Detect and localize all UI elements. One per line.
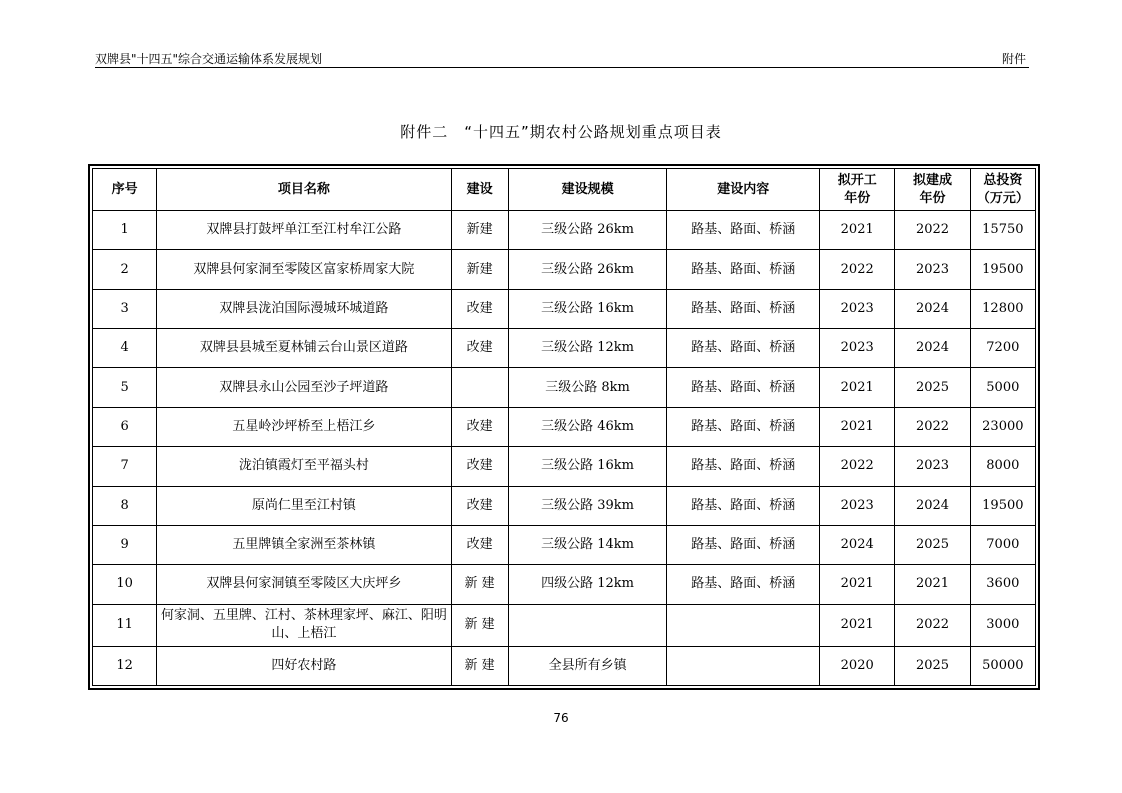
header-end-year: [895, 169, 970, 211]
cell-start-year: 2021: [820, 604, 895, 646]
cell-investment: 23000: [970, 407, 1035, 446]
header-start-year: [820, 169, 895, 211]
cell-index: 3: [93, 289, 157, 328]
cell-end-year: 2024: [895, 289, 970, 328]
cell-start-year: 2022: [820, 250, 895, 289]
page-number: 76: [553, 711, 569, 725]
header-construction-type: 建设: [451, 169, 508, 211]
cell-start-year: 2023: [820, 486, 895, 525]
cell-construction-scale: 三级公路 46km: [508, 407, 667, 446]
table-title: 附件二 “十四五”期农村公路规划重点项目表: [400, 123, 722, 141]
cell-construction-type: 新 建: [451, 604, 508, 646]
cell-start-year: 2023: [820, 329, 895, 368]
cell-project-name: 双牌县永山公园至沙子坪道路: [157, 368, 451, 407]
cell-construction-content: 路基、路面、桥涵: [667, 289, 820, 328]
header-investment-line2: （万元）: [976, 190, 1029, 206]
table-row: [93, 604, 1036, 646]
cell-construction-content: 路基、路面、桥涵: [667, 525, 820, 564]
header-index: 序号: [93, 169, 157, 211]
cell-construction-content: [667, 646, 820, 685]
cell-investment: 12800: [970, 289, 1035, 328]
cell-construction-content: 路基、路面、桥涵: [667, 211, 820, 250]
cell-construction-scale: 三级公路 26km: [508, 211, 667, 250]
header-start-year-line1: 拟开工: [837, 172, 877, 188]
header-start-year-line2: 年份: [844, 190, 871, 206]
cell-index: 6: [93, 407, 157, 446]
cell-start-year: 2021: [820, 368, 895, 407]
cell-index: 9: [93, 525, 157, 564]
cell-index: 2: [93, 250, 157, 289]
header-investment-line1: 总投资: [983, 172, 1023, 188]
cell-investment: 3000: [970, 604, 1035, 646]
cell-construction-type: 改建: [451, 486, 508, 525]
table-row: [93, 565, 1036, 604]
header-construction-scale: 建设规模: [508, 169, 667, 211]
cell-project-name: 双牌县何家洞至零陵区富家桥周家大院: [157, 250, 451, 289]
header-document-title: 双牌县"十四五"综合交通运输体系发展规划: [95, 52, 323, 66]
table-row: [93, 368, 1036, 407]
header-construction-content: 建设内容: [667, 169, 820, 211]
cell-investment: 8000: [970, 447, 1035, 486]
cell-index: 7: [93, 447, 157, 486]
cell-start-year: 2021: [820, 407, 895, 446]
table-row: [93, 486, 1036, 525]
cell-investment: 7200: [970, 329, 1035, 368]
page-header: [95, 49, 1029, 68]
cell-construction-scale: 三级公路 14km: [508, 525, 667, 564]
table-row: [93, 211, 1036, 250]
header-appendix-label: 附件: [1001, 52, 1026, 66]
cell-construction-type: [451, 368, 508, 407]
cell-end-year: 2025: [895, 646, 970, 685]
cell-end-year: 2025: [895, 525, 970, 564]
cell-project-name: 双牌县县城至夏林铺云台山景区道路: [157, 329, 451, 368]
cell-investment: 3600: [970, 565, 1035, 604]
cell-project-name: 原尚仁里至江村镇: [157, 486, 451, 525]
header-investment: [970, 169, 1035, 211]
cell-construction-scale: 四级公路 12km: [508, 565, 667, 604]
cell-construction-type: 改建: [451, 329, 508, 368]
cell-construction-type: 新建: [451, 250, 508, 289]
cell-construction-type: 改建: [451, 447, 508, 486]
cell-construction-scale: 三级公路 12km: [508, 329, 667, 368]
cell-project-name: 何家洞、五里牌、江村、茶林理家坪、麻江、阳明山、上梧江: [157, 604, 451, 646]
cell-index: 8: [93, 486, 157, 525]
cell-start-year: 2022: [820, 447, 895, 486]
cell-end-year: 2023: [895, 447, 970, 486]
cell-construction-content: 路基、路面、桥涵: [667, 407, 820, 446]
cell-start-year: 2020: [820, 646, 895, 685]
cell-construction-content: 路基、路面、桥涵: [667, 329, 820, 368]
cell-construction-scale: 三级公路 26km: [508, 250, 667, 289]
cell-construction-type: 改建: [451, 289, 508, 328]
cell-index: 10: [93, 565, 157, 604]
cell-construction-scale: 三级公路 8km: [508, 368, 667, 407]
cell-index: 1: [93, 211, 157, 250]
table-row: [93, 525, 1036, 564]
table-row: [93, 289, 1036, 328]
cell-construction-content: [667, 604, 820, 646]
cell-construction-content: 路基、路面、桥涵: [667, 486, 820, 525]
cell-end-year: 2022: [895, 604, 970, 646]
cell-construction-content: 路基、路面、桥涵: [667, 250, 820, 289]
project-table-frame: [88, 164, 1040, 690]
cell-investment: 15750: [970, 211, 1035, 250]
header-project-name: 项目名称: [157, 169, 451, 211]
cell-construction-type: 新 建: [451, 646, 508, 685]
cell-end-year: 2024: [895, 486, 970, 525]
cell-project-name: 双牌县何家洞镇至零陵区大庆坪乡: [157, 565, 451, 604]
cell-end-year: 2022: [895, 211, 970, 250]
cell-investment: 19500: [970, 486, 1035, 525]
cell-construction-type: 改建: [451, 525, 508, 564]
cell-index: 12: [93, 646, 157, 685]
cell-end-year: 2023: [895, 250, 970, 289]
cell-end-year: 2021: [895, 565, 970, 604]
cell-investment: 19500: [970, 250, 1035, 289]
cell-construction-type: 新建: [451, 211, 508, 250]
cell-construction-scale: 三级公路 39km: [508, 486, 667, 525]
cell-start-year: 2023: [820, 289, 895, 328]
project-table: [92, 168, 1036, 686]
table-row: [93, 447, 1036, 486]
cell-construction-scale: 三级公路 16km: [508, 447, 667, 486]
cell-construction-type: 改建: [451, 407, 508, 446]
cell-end-year: 2022: [895, 407, 970, 446]
cell-construction-scale: 三级公路 16km: [508, 289, 667, 328]
table-row: [93, 407, 1036, 446]
cell-investment: 7000: [970, 525, 1035, 564]
cell-construction-content: 路基、路面、桥涵: [667, 565, 820, 604]
cell-project-name: 四好农村路: [157, 646, 451, 685]
cell-construction-scale: 全县所有乡镇: [508, 646, 667, 685]
cell-end-year: 2024: [895, 329, 970, 368]
cell-project-name: 五里牌镇全家洲至茶林镇: [157, 525, 451, 564]
cell-index: 11: [93, 604, 157, 646]
table-row: [93, 646, 1036, 685]
cell-start-year: 2021: [820, 211, 895, 250]
header-end-year-line2: 年份: [919, 190, 946, 206]
table-row: [93, 250, 1036, 289]
cell-index: 5: [93, 368, 157, 407]
table-row: [93, 329, 1036, 368]
cell-project-name: 五星岭沙坪桥至上梧江乡: [157, 407, 451, 446]
cell-construction-scale: [508, 604, 667, 646]
cell-investment: 5000: [970, 368, 1035, 407]
cell-investment: 50000: [970, 646, 1035, 685]
cell-construction-content: 路基、路面、桥涵: [667, 447, 820, 486]
cell-start-year: 2021: [820, 565, 895, 604]
cell-start-year: 2024: [820, 525, 895, 564]
cell-construction-type: 新 建: [451, 565, 508, 604]
cell-index: 4: [93, 329, 157, 368]
cell-project-name: 双牌县打鼓坪单江至江村牟江公路: [157, 211, 451, 250]
header-end-year-line1: 拟建成: [913, 172, 953, 188]
table-header-row: [93, 169, 1036, 211]
cell-project-name: 双牌县泷泊国际漫城环城道路: [157, 289, 451, 328]
cell-construction-content: 路基、路面、桥涵: [667, 368, 820, 407]
cell-project-name: 泷泊镇霞灯至平福头村: [157, 447, 451, 486]
cell-end-year: 2025: [895, 368, 970, 407]
